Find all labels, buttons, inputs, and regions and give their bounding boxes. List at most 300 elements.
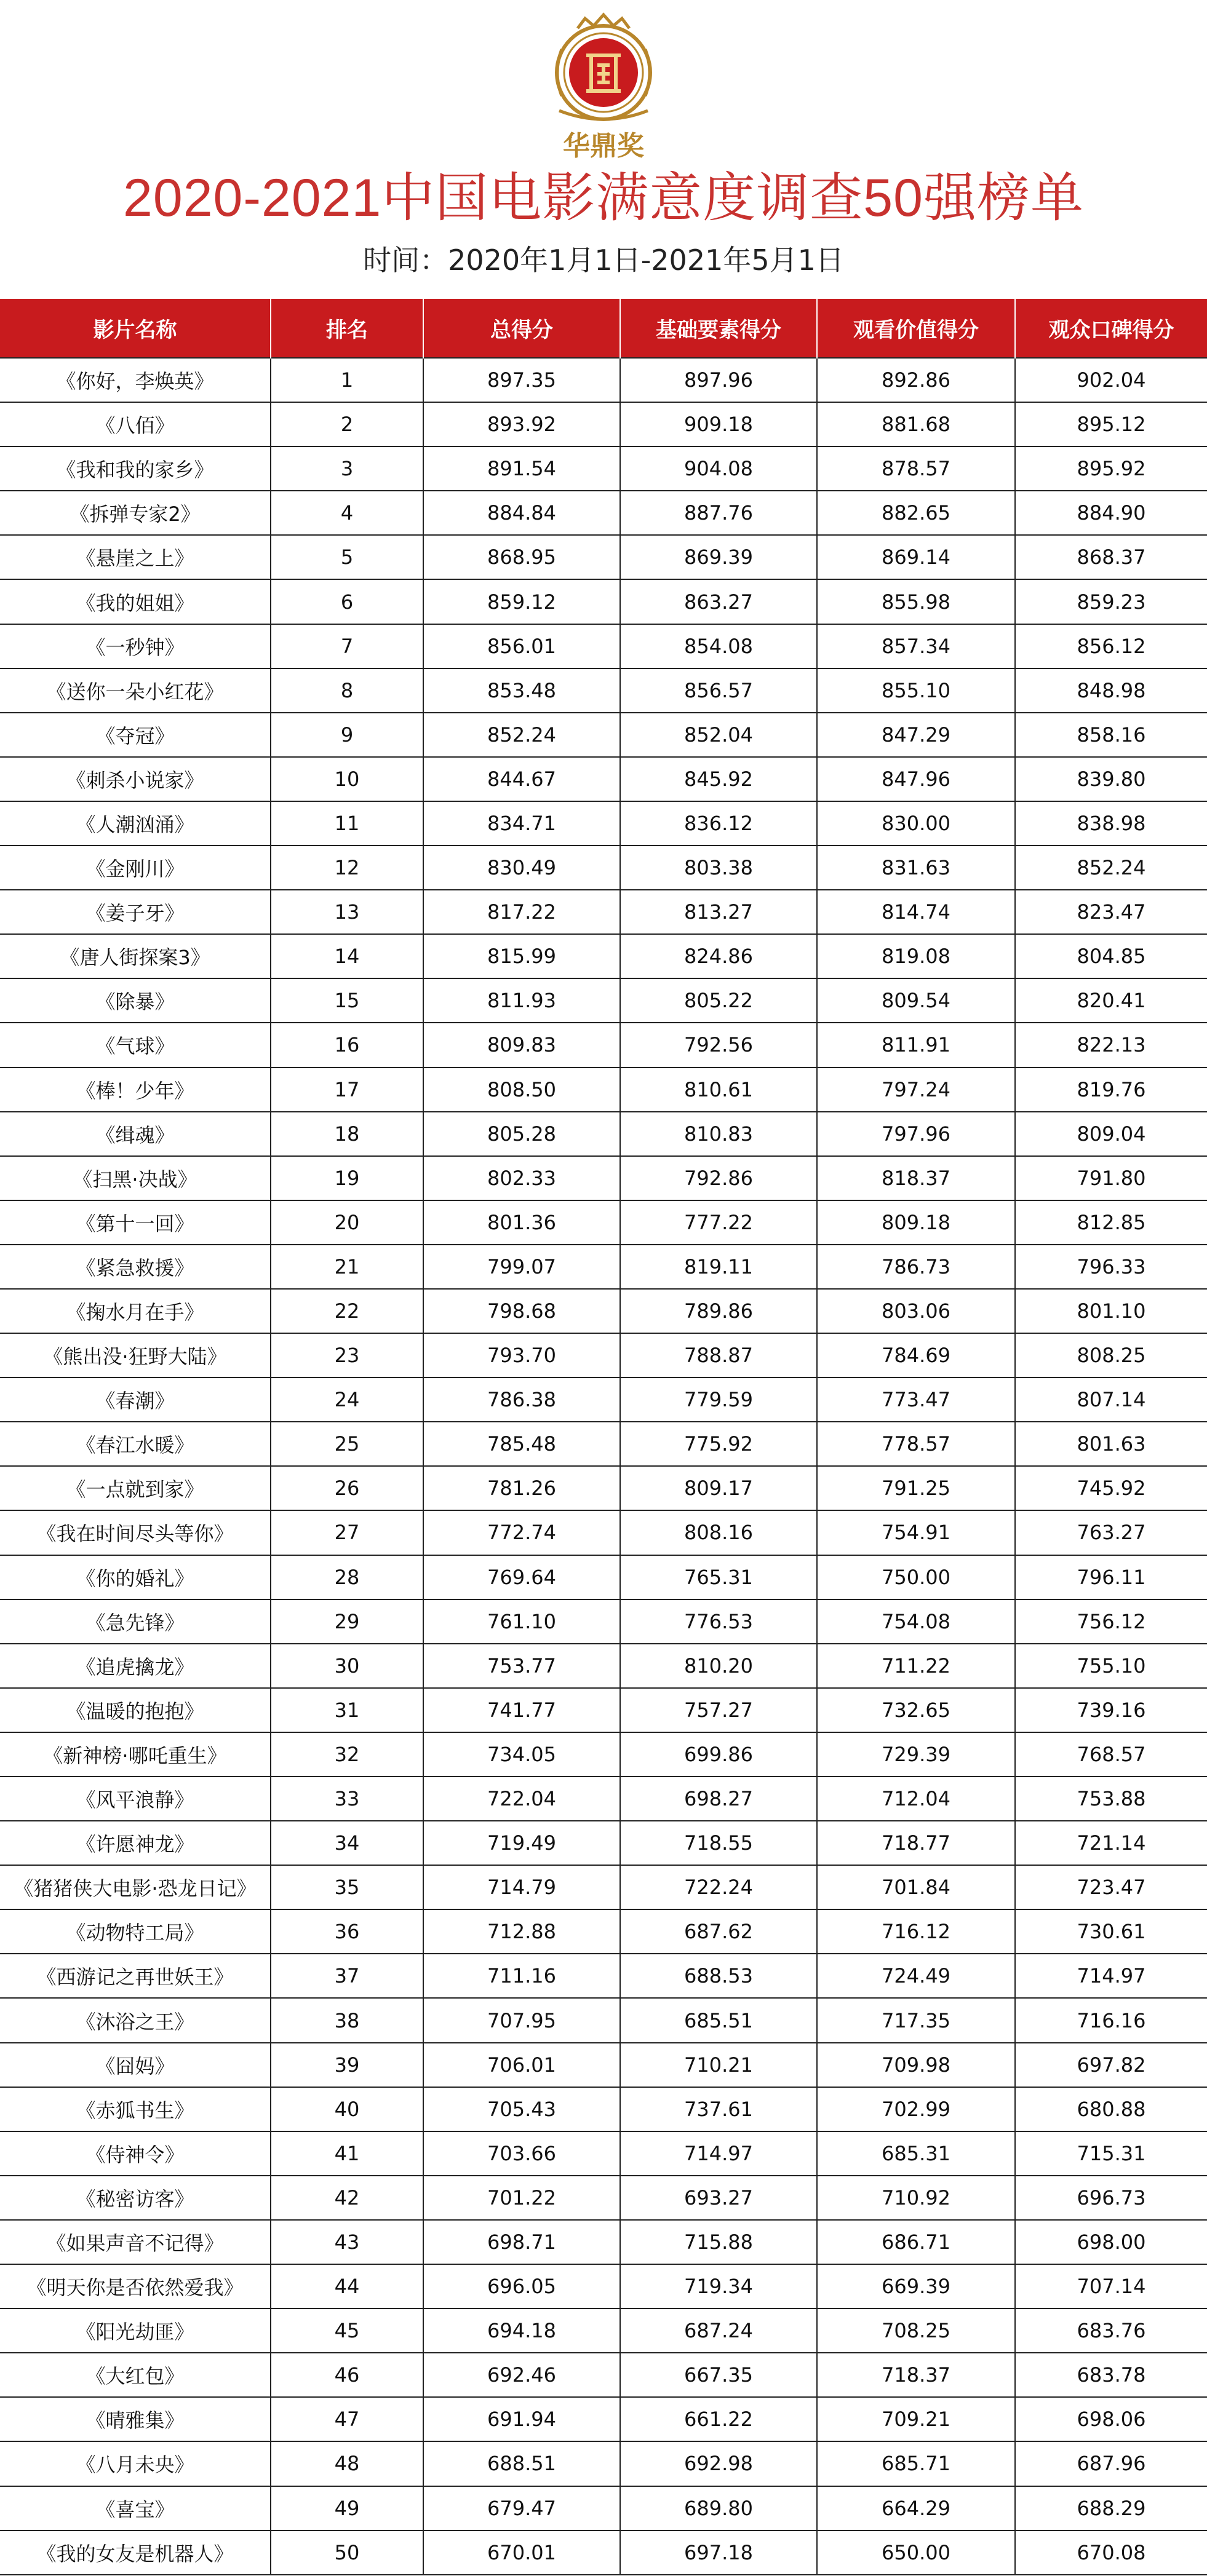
audience-score-cell: 807.14 [1015,1377,1207,1422]
film-name-cell: 《除暴》 [0,978,271,1023]
table-row [0,978,1207,1023]
film-name-cell: 《拆弹专家2》 [0,491,271,535]
rank-cell: 40 [271,2087,423,2131]
film-name-cell: 《一点就到家》 [0,1466,271,1510]
total-score-cell: 714.79 [423,1865,620,1909]
viewing-value-cell: 831.63 [817,846,1015,890]
viewing-value-cell: 669.39 [817,2264,1015,2308]
table-row [0,2264,1207,2308]
basic-score-cell: 737.61 [620,2087,817,2131]
table-row [0,1068,1207,1112]
viewing-value-cell: 786.73 [817,1245,1015,1289]
table-row [0,1555,1207,1599]
rank-cell: 14 [271,934,423,978]
film-name-cell: 《一秒钟》 [0,624,271,668]
viewing-value-cell: 709.98 [817,2043,1015,2087]
table-row [0,2441,1207,2486]
table-row [0,757,1207,801]
rank-cell: 16 [271,1023,423,1067]
audience-score-cell: 838.98 [1015,801,1207,846]
basic-score-cell: 856.57 [620,668,817,713]
rank-cell: 26 [271,1466,423,1510]
viewing-value-cell: 754.91 [817,1510,1015,1555]
table-row [0,358,1207,402]
total-score-cell: 679.47 [423,2486,620,2530]
rank-cell: 47 [271,2397,423,2441]
table-row [0,2353,1207,2397]
rank-cell: 25 [271,1422,423,1466]
audience-score-cell: 809.04 [1015,1112,1207,1156]
film-name-cell: 《你的婚礼》 [0,1555,271,1599]
rank-cell: 18 [271,1112,423,1156]
audience-score-cell: 852.24 [1015,846,1207,890]
film-name-cell: 《赤狐书生》 [0,2087,271,2131]
rank-cell: 48 [271,2441,423,2486]
rank-cell: 3 [271,446,423,491]
basic-score-cell: 887.76 [620,491,817,535]
total-score-cell: 698.71 [423,2220,620,2264]
rank-cell: 36 [271,1909,423,1954]
total-score-cell: 688.51 [423,2441,620,2486]
film-name-cell: 《追虎擒龙》 [0,1644,271,1688]
total-score-cell: 868.95 [423,535,620,579]
total-score-cell: 712.88 [423,1909,620,1954]
table-row [0,1023,1207,1067]
rank-cell: 1 [271,358,423,402]
rank-cell: 43 [271,2220,423,2264]
basic-score-cell: 719.34 [620,2264,817,2308]
basic-score-cell: 692.98 [620,2441,817,2486]
viewing-value-cell: 830.00 [817,801,1015,846]
rank-cell: 23 [271,1333,423,1377]
viewing-value-cell: 716.12 [817,1909,1015,1954]
rank-cell: 46 [271,2353,423,2397]
total-score-cell: 691.94 [423,2397,620,2441]
film-name-cell: 《刺杀小说家》 [0,757,271,801]
total-score-cell: 853.48 [423,668,620,713]
total-score-cell: 705.43 [423,2087,620,2131]
audience-score-cell: 745.92 [1015,1466,1207,1510]
total-score-cell: 852.24 [423,713,620,757]
audience-score-cell: 696.73 [1015,2176,1207,2220]
audience-score-cell: 822.13 [1015,1023,1207,1067]
film-name-cell: 《西游记之再世妖王》 [0,1954,271,1998]
film-name-cell: 《我的女友是机器人》 [0,2530,271,2575]
rank-cell: 35 [271,1865,423,1909]
table-row [0,801,1207,846]
viewing-value-cell: 847.29 [817,713,1015,757]
viewing-value-cell: 797.24 [817,1068,1015,1112]
audience-score-cell: 884.90 [1015,491,1207,535]
total-score-cell: 786.38 [423,1377,620,1422]
table-row [0,1865,1207,1909]
table-row [0,1644,1207,1688]
viewing-value-cell: 711.22 [817,1644,1015,1688]
basic-score-cell: 698.27 [620,1777,817,1821]
basic-score-cell: 661.22 [620,2397,817,2441]
total-score-cell: 891.54 [423,446,620,491]
film-name-cell: 《我的姐姐》 [0,579,271,624]
table-row [0,579,1207,624]
table-row [0,1599,1207,1644]
viewing-value-cell: 686.71 [817,2220,1015,2264]
basic-score-cell: 757.27 [620,1688,817,1732]
viewing-value-cell: 809.54 [817,978,1015,1023]
viewing-value-cell: 708.25 [817,2308,1015,2353]
basic-score-cell: 722.24 [620,1865,817,1909]
basic-score-cell: 845.92 [620,757,817,801]
total-score-cell: 694.18 [423,2308,620,2353]
rank-cell: 41 [271,2131,423,2176]
film-name-cell: 《秘密访客》 [0,2176,271,2220]
header-rank: 排名 [271,299,423,358]
film-name-cell: 《你好，李焕英》 [0,358,271,402]
table-row [0,1200,1207,1245]
viewing-value-cell: 750.00 [817,1555,1015,1599]
film-name-cell: 《阳光劫匪》 [0,2308,271,2353]
audience-score-cell: 820.41 [1015,978,1207,1023]
film-name-cell: 《春潮》 [0,1377,271,1422]
basic-score-cell: 714.97 [620,2131,817,2176]
film-name-cell: 《急先锋》 [0,1599,271,1644]
table-row [0,1333,1207,1377]
film-name-cell: 《紧急救援》 [0,1245,271,1289]
rank-cell: 34 [271,1821,423,1865]
viewing-value-cell: 754.08 [817,1599,1015,1644]
basic-score-cell: 685.51 [620,1998,817,2042]
audience-score-cell: 848.98 [1015,668,1207,713]
table-row [0,846,1207,890]
rank-cell: 22 [271,1289,423,1333]
table-row [0,668,1207,713]
viewing-value-cell: 718.37 [817,2353,1015,2397]
viewing-value-cell: 685.71 [817,2441,1015,2486]
table-row [0,1156,1207,1200]
audience-score-cell: 716.16 [1015,1998,1207,2042]
table-row [0,2220,1207,2264]
film-name-cell: 《扫黑·决战》 [0,1156,271,1200]
rank-cell: 24 [271,1377,423,1422]
total-score-cell: 741.77 [423,1688,620,1732]
film-name-cell: 《熊出没·狂野大陆》 [0,1333,271,1377]
rank-cell: 7 [271,624,423,668]
basic-score-cell: 775.92 [620,1422,817,1466]
rank-cell: 10 [271,757,423,801]
basic-score-cell: 904.08 [620,446,817,491]
film-name-cell: 《大红包》 [0,2353,271,2397]
viewing-value-cell: 803.06 [817,1289,1015,1333]
film-name-cell: 《我在时间尽头等你》 [0,1510,271,1555]
viewing-value-cell: 685.31 [817,2131,1015,2176]
total-score-cell: 801.36 [423,1200,620,1245]
basic-score-cell: 852.04 [620,713,817,757]
basic-score-cell: 803.38 [620,846,817,890]
ranking-table [0,299,1207,2575]
table-row [0,1821,1207,1865]
film-name-cell: 《喜宝》 [0,2486,271,2530]
huading-award-logo [541,12,666,162]
audience-score-cell: 756.12 [1015,1599,1207,1644]
table-row [0,1422,1207,1466]
viewing-value-cell: 809.18 [817,1200,1015,1245]
total-score-cell: 722.04 [423,1777,620,1821]
table-row [0,535,1207,579]
rank-cell: 33 [271,1777,423,1821]
film-name-cell: 《人潮汹涌》 [0,801,271,846]
film-name-cell: 《动物特工局》 [0,1909,271,1954]
film-name-cell: 《夺冠》 [0,713,271,757]
viewing-value-cell: 650.00 [817,2530,1015,2575]
viewing-value-cell: 855.98 [817,579,1015,624]
total-score-cell: 753.77 [423,1644,620,1688]
audience-score-cell: 868.37 [1015,535,1207,579]
basic-score-cell: 854.08 [620,624,817,668]
total-score-cell: 805.28 [423,1112,620,1156]
header-audience-score: 观众口碑得分 [1015,299,1207,358]
table-row [0,2176,1207,2220]
basic-score-cell: 689.80 [620,2486,817,2530]
basic-score-cell: 792.56 [620,1023,817,1067]
film-name-cell: 《猪猪侠大电影·恐龙日记》 [0,1865,271,1909]
audience-score-cell: 791.80 [1015,1156,1207,1200]
audience-score-cell: 804.85 [1015,934,1207,978]
total-score-cell: 817.22 [423,890,620,934]
film-name-cell: 《新神榜·哪吒重生》 [0,1732,271,1777]
viewing-value-cell: 784.69 [817,1333,1015,1377]
viewing-value-cell: 702.99 [817,2087,1015,2131]
rank-cell: 15 [271,978,423,1023]
table-row [0,1732,1207,1777]
viewing-value-cell: 732.65 [817,1688,1015,1732]
audience-score-cell: 714.97 [1015,1954,1207,1998]
rank-cell: 37 [271,1954,423,1998]
rank-cell: 4 [271,491,423,535]
film-name-cell: 《如果声音不记得》 [0,2220,271,2264]
viewing-value-cell: 718.77 [817,1821,1015,1865]
rank-cell: 32 [271,1732,423,1777]
total-score-cell: 734.05 [423,1732,620,1777]
table-row [0,1998,1207,2042]
viewing-value-cell: 729.39 [817,1732,1015,1777]
total-score-cell: 781.26 [423,1466,620,1510]
basic-score-cell: 897.96 [620,358,817,402]
total-score-cell: 706.01 [423,2043,620,2087]
basic-score-cell: 869.39 [620,535,817,579]
total-score-cell: 761.10 [423,1599,620,1644]
film-name-cell: 《姜子牙》 [0,890,271,934]
audience-score-cell: 812.85 [1015,1200,1207,1245]
audience-score-cell: 768.57 [1015,1732,1207,1777]
film-name-cell: 《我和我的家乡》 [0,446,271,491]
film-name-cell: 《掬水月在手》 [0,1289,271,1333]
basic-score-cell: 792.86 [620,1156,817,1200]
rank-cell: 38 [271,1998,423,2042]
viewing-value-cell: 712.04 [817,1777,1015,1821]
film-name-cell: 《侍神令》 [0,2131,271,2176]
rank-cell: 39 [271,2043,423,2087]
viewing-value-cell: 797.96 [817,1112,1015,1156]
rank-cell: 5 [271,535,423,579]
table-row [0,1245,1207,1289]
viewing-value-cell: 710.92 [817,2176,1015,2220]
total-score-cell: 809.83 [423,1023,620,1067]
viewing-value-cell: 717.35 [817,1998,1015,2042]
basic-score-cell: 813.27 [620,890,817,934]
audience-score-cell: 801.63 [1015,1422,1207,1466]
table-body [0,358,1207,2575]
audience-score-cell: 819.76 [1015,1068,1207,1112]
rank-cell: 17 [271,1068,423,1112]
table-row [0,2530,1207,2575]
basic-score-cell: 697.18 [620,2530,817,2575]
table-row [0,1688,1207,1732]
film-name-cell: 《金刚川》 [0,846,271,890]
table-row [0,402,1207,446]
header-basic-score: 基础要素得分 [620,299,817,358]
table-row [0,1377,1207,1422]
table-row [0,1954,1207,1998]
header-total-score: 总得分 [423,299,620,358]
audience-score-cell: 796.33 [1015,1245,1207,1289]
total-score-cell: 692.46 [423,2353,620,2397]
audience-score-cell: 823.47 [1015,890,1207,934]
viewing-value-cell: 878.57 [817,446,1015,491]
basic-score-cell: 688.53 [620,1954,817,1998]
audience-score-cell: 739.16 [1015,1688,1207,1732]
audience-score-cell: 801.10 [1015,1289,1207,1333]
viewing-value-cell: 881.68 [817,402,1015,446]
rank-cell: 42 [271,2176,423,2220]
table-row [0,713,1207,757]
audience-score-cell: 808.25 [1015,1333,1207,1377]
table-row [0,624,1207,668]
header-film-name: 影片名称 [0,299,271,358]
basic-score-cell: 863.27 [620,579,817,624]
audience-score-cell: 902.04 [1015,358,1207,402]
table-row [0,1289,1207,1333]
audience-score-cell: 723.47 [1015,1865,1207,1909]
film-name-cell: 《气球》 [0,1023,271,1067]
audience-score-cell: 707.14 [1015,2264,1207,2308]
viewing-value-cell: 791.25 [817,1466,1015,1510]
viewing-value-cell: 857.34 [817,624,1015,668]
total-score-cell: 785.48 [423,1422,620,1466]
total-score-cell: 897.35 [423,358,620,402]
total-score-cell: 859.12 [423,579,620,624]
viewing-value-cell: 724.49 [817,1954,1015,1998]
basic-score-cell: 687.24 [620,2308,817,2353]
viewing-value-cell: 811.91 [817,1023,1015,1067]
viewing-value-cell: 869.14 [817,535,1015,579]
table-row [0,1466,1207,1510]
audience-score-cell: 697.82 [1015,2043,1207,2087]
rank-cell: 6 [271,579,423,624]
total-score-cell: 703.66 [423,2131,620,2176]
rank-cell: 8 [271,668,423,713]
table-row [0,1909,1207,1954]
film-name-cell: 《八佰》 [0,402,271,446]
film-name-cell: 《悬崖之上》 [0,535,271,579]
rank-cell: 49 [271,2486,423,2530]
table-row [0,934,1207,978]
basic-score-cell: 809.17 [620,1466,817,1510]
film-name-cell: 《许愿神龙》 [0,1821,271,1865]
film-name-cell: 《风平浪静》 [0,1777,271,1821]
audience-score-cell: 755.10 [1015,1644,1207,1688]
basic-score-cell: 824.86 [620,934,817,978]
audience-score-cell: 763.27 [1015,1510,1207,1555]
header-row [0,299,1207,358]
viewing-value-cell: 847.96 [817,757,1015,801]
rank-cell: 50 [271,2530,423,2575]
basic-score-cell: 808.16 [620,1510,817,1555]
viewing-value-cell: 892.86 [817,358,1015,402]
film-name-cell: 《第十一回》 [0,1200,271,1245]
film-name-cell: 《囧妈》 [0,2043,271,2087]
table-row [0,1777,1207,1821]
audience-score-cell: 856.12 [1015,624,1207,668]
table-header [0,299,1207,358]
total-score-cell: 815.99 [423,934,620,978]
basic-score-cell: 693.27 [620,2176,817,2220]
total-score-cell: 808.50 [423,1068,620,1112]
rank-cell: 30 [271,1644,423,1688]
page-title: 2020-2021中国电影满意度调查50强榜单 [123,168,1084,228]
film-name-cell: 《八月未央》 [0,2441,271,2486]
rank-cell: 29 [271,1599,423,1644]
audience-score-cell: 839.80 [1015,757,1207,801]
table-row [0,2043,1207,2087]
total-score-cell: 884.84 [423,491,620,535]
rank-cell: 21 [271,1245,423,1289]
total-score-cell: 811.93 [423,978,620,1023]
basic-score-cell: 836.12 [620,801,817,846]
film-name-cell: 《温暖的抱抱》 [0,1688,271,1732]
basic-score-cell: 699.86 [620,1732,817,1777]
rank-cell: 44 [271,2264,423,2308]
film-name-cell: 《春江水暖》 [0,1422,271,1466]
table-row [0,491,1207,535]
table-row [0,2308,1207,2353]
basic-score-cell: 715.88 [620,2220,817,2264]
basic-score-cell: 718.55 [620,1821,817,1865]
audience-score-cell: 687.96 [1015,2441,1207,2486]
table-row [0,1510,1207,1555]
audience-score-cell: 670.08 [1015,2530,1207,2575]
audience-score-cell: 895.92 [1015,446,1207,491]
total-score-cell: 798.68 [423,1289,620,1333]
viewing-value-cell: 701.84 [817,1865,1015,1909]
audience-score-cell: 680.88 [1015,2087,1207,2131]
basic-score-cell: 810.83 [620,1112,817,1156]
table-row [0,1112,1207,1156]
film-name-cell: 《送你一朵小红花》 [0,668,271,713]
basic-score-cell: 687.62 [620,1909,817,1954]
rank-cell: 27 [271,1510,423,1555]
audience-score-cell: 730.61 [1015,1909,1207,1954]
film-name-cell: 《缉魂》 [0,1112,271,1156]
rank-cell: 11 [271,801,423,846]
rank-cell: 13 [271,890,423,934]
date-range: 时间：2020年1月1日-2021年5月1日 [363,244,844,277]
film-name-cell: 《晴雅集》 [0,2397,271,2441]
total-score-cell: 719.49 [423,1821,620,1865]
logo-text: 华鼎奖 [563,130,644,162]
total-score-cell: 802.33 [423,1156,620,1200]
total-score-cell: 830.49 [423,846,620,890]
audience-score-cell: 698.00 [1015,2220,1207,2264]
total-score-cell: 856.01 [423,624,620,668]
